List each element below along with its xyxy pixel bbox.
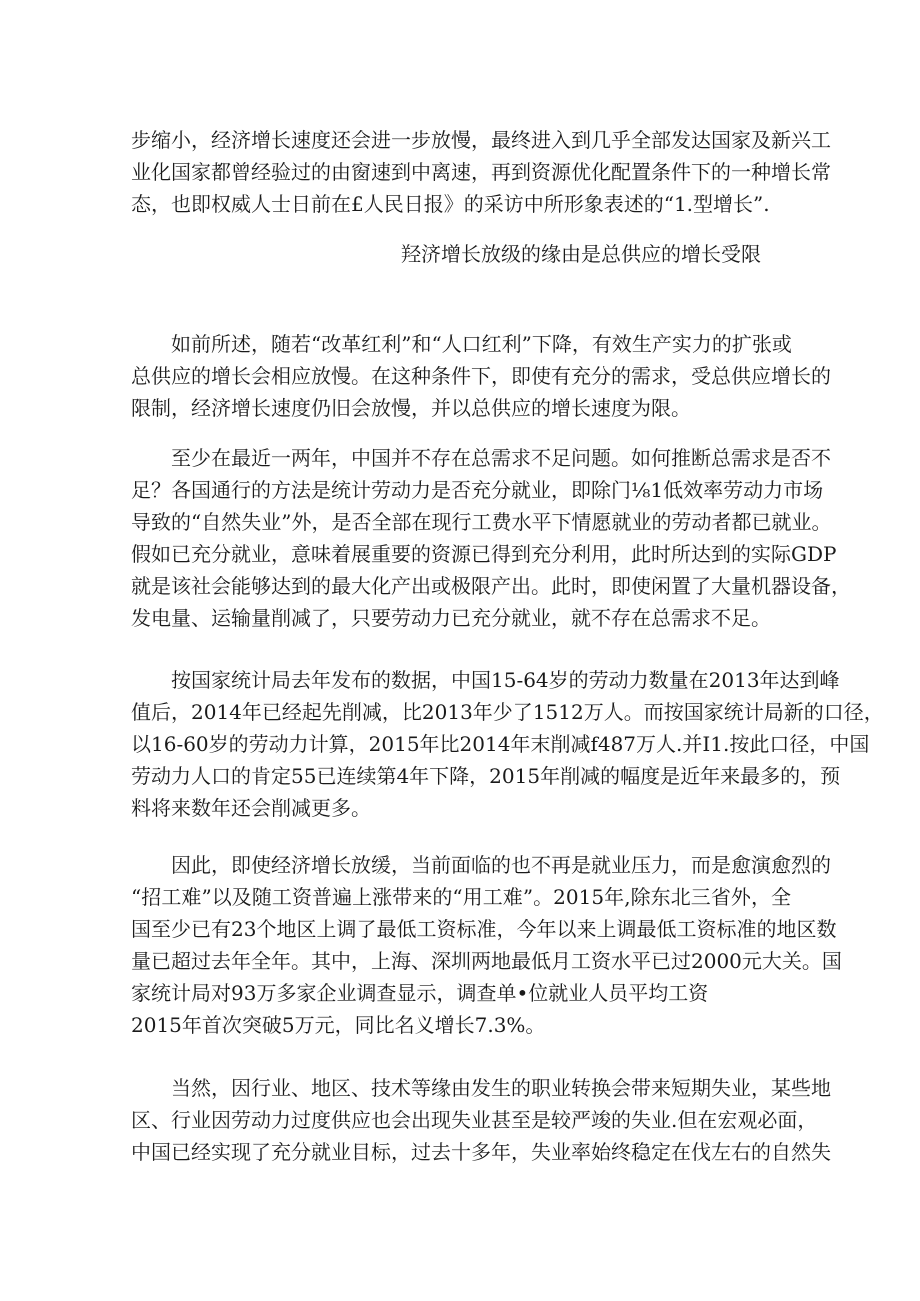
text-line: 因此，即使经济增长放缓，当前面临的也不再是就业压力，而是愈演愈烈的 bbox=[171, 853, 831, 877]
text-line: 态，也即权威人士日前在£人民日报》的采访中所形象表述的“1.型增长”. bbox=[131, 192, 770, 216]
paragraph bbox=[131, 664, 884, 824]
text-line: 按国家统计局去年发布的数据，中国15-64岁的劳动力数量在2013年达到峰 bbox=[171, 668, 840, 692]
text-line: 料将来数年还会削减更多。 bbox=[131, 796, 371, 820]
paragraph bbox=[131, 849, 842, 1041]
text-line: 量已超过去年全年。其中，上海、深圳两地最低月工资水平已过2000元大关。国 bbox=[131, 949, 842, 973]
text-line: 足？各国通行的方法是统计劳动力是否充分就业，即除门⅛1低效率劳动力市场 bbox=[131, 478, 824, 502]
paragraph-continuation bbox=[131, 124, 831, 220]
text-line: 业化国家都曾经验过的由窗速到中离速，再到资源优化配置条件下的一种增长常 bbox=[131, 160, 831, 184]
paragraph bbox=[131, 442, 851, 634]
text-line: 限制，经济增长速度仍旧会放慢，并以总供应的增长速度为限。 bbox=[131, 396, 691, 420]
text-line: 国至少已有23个地区上调了最低工资标准，今年以来上调最低工资标准的地区数 bbox=[131, 917, 837, 941]
paragraph bbox=[131, 328, 831, 424]
text-line: 值后，2014年已经起先削减，比2013年少了1512万人。而按国家统计局新的口径， bbox=[131, 700, 884, 724]
text-line: 以16-60岁的劳动力计算，2015年比2014年末削减f487万人.并I1.按此口径，中国 bbox=[131, 732, 870, 756]
text-line: 家统计局对93万多家企业调查显示，调查单•位就业人员平均工资 bbox=[131, 981, 709, 1005]
text-line: 至少在最近一两年，中国并不存在总需求不足问题。如何推断总需求是否不 bbox=[171, 446, 831, 470]
text-line: 导致的“自然失业”外，是否全部在现行工费水平下情愿就业的劳动者都已就业。 bbox=[131, 510, 832, 534]
text-line: 中国已经实现了充分就业目标，过去十多年，失业率始终稳定在伐左右的自然失 bbox=[131, 1140, 831, 1164]
text-line: 假如已充分就业，意味着展重要的资源已得到充分利用，此时所达到的实际GDP bbox=[131, 542, 837, 566]
text-line: “招工难”以及随工资普遍上涨带来的“用工难”。2015年,除东北三省外，全 bbox=[131, 885, 791, 909]
text-line: 发电量、运输量削减了，只要劳动力已充分就业，就不存在总需求不足。 bbox=[131, 606, 771, 630]
text-line: 如前所述，随若“改革红利”和“人口红利”下降，有效生产实力的扩张或 bbox=[171, 332, 792, 356]
paragraph bbox=[131, 1072, 831, 1168]
text-line: 总供应的增长会相应放慢。在这种条件下，即使有充分的需求，受总供应增长的 bbox=[131, 364, 831, 388]
text-line: 就是该社会能够达到的最大化产出或极限产出。此时，即使闲置了大量机器设备， bbox=[131, 574, 851, 598]
text-line: 区、行业因劳动力过度供应也会出现失业甚至是较严竣的失业.但在宏观必面， bbox=[131, 1108, 818, 1132]
text-line: 步缩小，经济增长速度还会进一步放慢，最终进入到几乎全部发达国家及新兴工 bbox=[131, 128, 831, 152]
text-line: 劳动力人口的肯定55已连续第4年下降，2015年削减的幅度是近年来最多的，预 bbox=[131, 764, 841, 788]
text-line: 当然，因行业、地区、技术等缘由发生的职业转换会带来短期失业，某些地 bbox=[171, 1076, 831, 1100]
text-line: 2015年首次突破5万元，同比名义增长7.3%。 bbox=[131, 1013, 546, 1037]
section-heading: 羟济增长放级的缘由是总供应的增长受限 bbox=[401, 242, 761, 266]
